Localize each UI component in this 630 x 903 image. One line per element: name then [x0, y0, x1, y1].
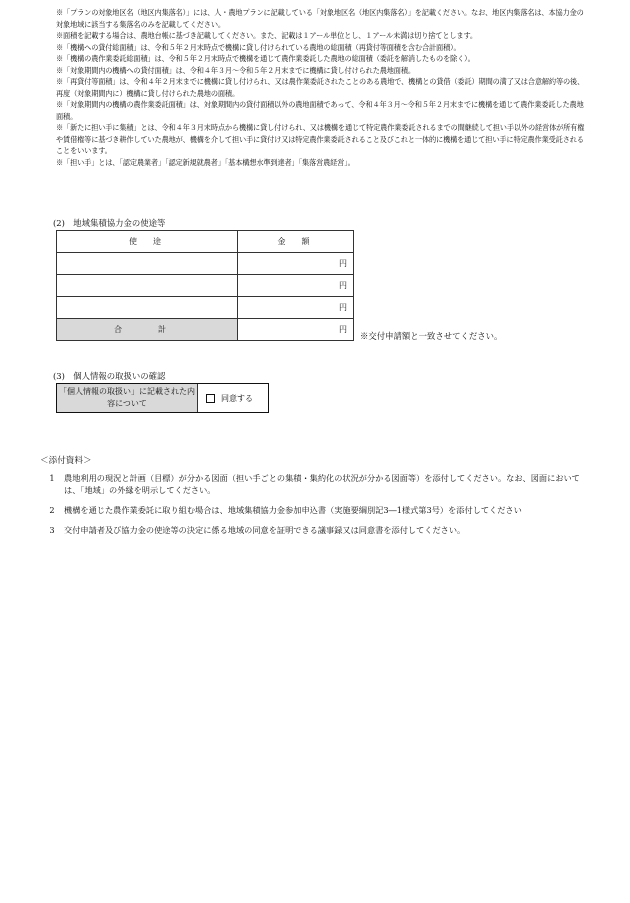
usage-section-title: (2) 地域集積協力金の使途等: [53, 218, 166, 228]
item-number: 2: [49, 505, 55, 515]
privacy-consent-checkbox[interactable]: [198, 384, 268, 412]
usage-column-header: 使 途: [57, 231, 238, 253]
list-item: [40, 472, 588, 496]
note-6: ※「再貸付等面積」は、令和４年２月末までに機構に貸し付けられ、又は農作業委託されたことのある農地で、機構との貸借（委託）期間の満了又は合意解約等の後、再度（対象期間内に）機構に貸し付けられた農地の面積。: [56, 77, 585, 98]
privacy-consent-box: [56, 383, 269, 413]
privacy-consent-label: 「個人情報の取扱い」に記載された内容について: [57, 384, 198, 412]
table-row: [57, 297, 354, 319]
note-2: ※面積を記載する場合は、農地台帳に基づき記載してください。また、記載は１アール単位とし、１アール未満は切り捨てとします。: [56, 31, 477, 40]
table-row: [57, 275, 354, 297]
usage-table-header: [57, 231, 354, 253]
item-number: 1: [49, 473, 55, 483]
amount-cell[interactable]: 円: [238, 253, 354, 275]
note-1: ※「プランの対象地区名（地区内集落名）」には、人・農地プランに記載している「対象地区名（地区内集落名）」を記載ください。なお、地区内集落名は、本協力金の対象地域に該当する集落名のみを記載してください。: [56, 8, 584, 29]
notes-block: [56, 7, 586, 168]
note-9: ※「担い手」とは、「認定農業者」「認定新規就農者」「基本構想水準到達者」「集落営農経営」。: [56, 157, 355, 167]
item-text: 交付申請者及び協力金の使途等の決定に係る地域の同意を証明できる議事録又は同意書を添付してください。: [64, 525, 466, 535]
list-item: [40, 524, 588, 536]
item-number: 3: [49, 525, 55, 535]
checkbox-icon[interactable]: [206, 394, 215, 403]
list-item: [40, 504, 588, 516]
note-4: ※「機構の農作業委託総面積」は、令和５年２月末時点で機構を通じて農作業委託した農地の総面積（委託を解消したものを除く）。: [56, 54, 475, 63]
note-7: ※「対象期間内の機構の農作業委託面積」は、対象期間内の貸付面積以外の農地面積であって、令和４年３月～令和５年２月末までに機構を通じて農作業委託した農地面積。: [56, 100, 584, 121]
total-note: ※交付申請額と一致させてください。: [360, 331, 503, 341]
total-label: 合 計: [57, 319, 238, 341]
usage-cell[interactable]: [57, 275, 238, 297]
usage-table: [56, 230, 354, 341]
item-text: 農地利用の現況と計画（目標）が分かる図面（担い手ごとの集積・集約化の状況が分かる図面等）を添付してください。なお、図面においては、「地域」の外縁を明示してください。: [64, 473, 580, 495]
amount-cell[interactable]: 円: [238, 297, 354, 319]
checkbox-label: 同意する: [221, 393, 253, 403]
note-3: ※「機構への貸付総面積」は、令和５年２月末時点で機構に貸し付けられている農地の総面積（再貸付等面積を含む合計面積）。: [56, 42, 461, 52]
usage-cell[interactable]: [57, 253, 238, 275]
usage-cell[interactable]: [57, 297, 238, 319]
note-8: ※「新たに担い手に集積」とは、令和４年３月末時点から機構に貸し付けられ、又は機構を通じて特定農作業委託されるまでの間継続して担い手以外の経営体が所有権や賃借権等に基づき耕作していた農地が、機構を介して担い手に貸付け又は特定農作業委託されること及びこれと一体的に機構を通じて担い手に特定農作業受託されることをいいます。: [56, 123, 585, 155]
attachments-title: ＜添付資料＞: [40, 456, 92, 466]
note-5: ※「対象期間内の機構への貸付面積」は、令和４年３月～令和５年２月末までに機構に貸し付けられた農地面積。: [56, 65, 415, 75]
amount-column-header: 金 額: [238, 231, 354, 253]
total-row: [57, 319, 354, 341]
table-row: [57, 253, 354, 275]
total-amount-cell[interactable]: 円: [238, 319, 354, 341]
amount-cell[interactable]: 円: [238, 275, 354, 297]
privacy-section-title: (3) 個人情報の取扱いの確認: [53, 371, 166, 381]
item-text: 機構を通じた農作業委託に取り組む場合は、地域集積協力金参加申込書（実施要綱別記3―1様式第3号）を添付してください: [64, 505, 522, 515]
attachments-list: [40, 472, 588, 544]
